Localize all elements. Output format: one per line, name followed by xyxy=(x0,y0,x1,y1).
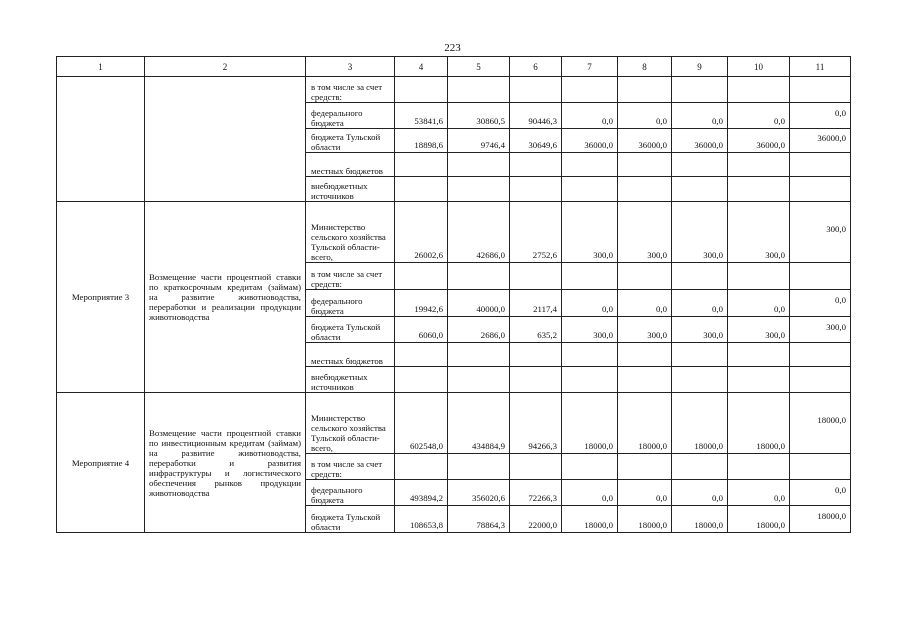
value-cell: 300,0 xyxy=(562,202,618,263)
value-cell xyxy=(790,77,851,103)
value-cell xyxy=(728,263,790,290)
value-cell: 635,2 xyxy=(510,317,562,343)
value-cell xyxy=(618,367,672,393)
column-number-1: 1 xyxy=(57,57,145,77)
value-cell: 0,0 xyxy=(562,290,618,317)
value-cell xyxy=(510,77,562,103)
table-row xyxy=(57,202,851,263)
value-cell xyxy=(510,454,562,480)
value-cell: 300,0 xyxy=(562,317,618,343)
value-cell: 300,0 xyxy=(618,202,672,263)
value-cell xyxy=(395,263,448,290)
value-cell: 9746,4 xyxy=(448,129,510,153)
value-cell xyxy=(790,343,851,367)
value-cell xyxy=(790,153,851,177)
value-cell: 18898,6 xyxy=(395,129,448,153)
value-cell: 19942,6 xyxy=(395,290,448,317)
column-number-3: 3 xyxy=(306,57,395,77)
value-cell xyxy=(728,367,790,393)
value-cell xyxy=(618,343,672,367)
value-cell xyxy=(395,367,448,393)
funding-source: внебюджетных источников xyxy=(306,367,395,393)
value-cell: 493894,2 xyxy=(395,480,448,506)
budget-table xyxy=(56,56,851,533)
value-cell: 36000,0 xyxy=(562,129,618,153)
value-cell xyxy=(562,177,618,202)
measure-description: Возмещение части процентной ставки по краткосрочным кредитам (займам) на развитие животноводства, переработки и реализации продукции животноводства xyxy=(145,202,306,393)
value-cell xyxy=(728,153,790,177)
value-cell xyxy=(618,153,672,177)
value-cell: 300,0 xyxy=(728,202,790,263)
value-cell xyxy=(672,263,728,290)
value-cell: 18000,0 xyxy=(562,506,618,533)
column-number-4: 4 xyxy=(395,57,448,77)
value-cell: 22000,0 xyxy=(510,506,562,533)
value-cell: 18000,0 xyxy=(618,393,672,454)
funding-source: в том числе за счет средств: xyxy=(306,263,395,290)
value-cell: 90446,3 xyxy=(510,103,562,129)
value-cell: 0,0 xyxy=(618,480,672,506)
value-cell: 18000,0 xyxy=(672,506,728,533)
value-cell: 72266,3 xyxy=(510,480,562,506)
value-cell xyxy=(672,77,728,103)
column-number-9: 9 xyxy=(672,57,728,77)
value-cell: 300,0 xyxy=(618,317,672,343)
funding-source: федерального бюджета xyxy=(306,480,395,506)
page-number: 223 xyxy=(444,42,461,54)
value-cell: 0,0 xyxy=(562,480,618,506)
value-cell: 0,0 xyxy=(672,290,728,317)
funding-source: местных бюджетов xyxy=(306,153,395,177)
value-cell: 356020,6 xyxy=(448,480,510,506)
value-cell: 30860,5 xyxy=(448,103,510,129)
value-cell: 30649,6 xyxy=(510,129,562,153)
column-number-row xyxy=(57,57,851,77)
value-cell xyxy=(562,367,618,393)
value-cell xyxy=(395,77,448,103)
funding-source: федерального бюджета xyxy=(306,290,395,317)
value-cell xyxy=(562,77,618,103)
value-cell xyxy=(728,343,790,367)
column-number-7: 7 xyxy=(562,57,618,77)
value-cell xyxy=(562,263,618,290)
value-cell: 300,0 xyxy=(790,317,851,343)
value-cell: 18000,0 xyxy=(672,393,728,454)
measure-title: Мероприятие 4 xyxy=(57,393,145,533)
value-cell: 0,0 xyxy=(790,103,851,129)
value-cell xyxy=(448,367,510,393)
value-cell: 602548,0 xyxy=(395,393,448,454)
value-cell xyxy=(618,177,672,202)
value-cell xyxy=(510,153,562,177)
value-cell: 0,0 xyxy=(618,103,672,129)
value-cell: 434884,9 xyxy=(448,393,510,454)
column-number-6: 6 xyxy=(510,57,562,77)
value-cell: 0,0 xyxy=(672,480,728,506)
value-cell: 6060,0 xyxy=(395,317,448,343)
table-row xyxy=(57,77,851,103)
funding-source: бюджета Тульской области xyxy=(306,317,395,343)
value-cell: 18000,0 xyxy=(562,393,618,454)
value-cell: 42686,0 xyxy=(448,202,510,263)
measure-description-cell xyxy=(145,77,306,202)
value-cell xyxy=(395,153,448,177)
value-cell: 300,0 xyxy=(728,317,790,343)
value-cell: 18000,0 xyxy=(728,506,790,533)
column-number-5: 5 xyxy=(448,57,510,77)
column-number-8: 8 xyxy=(618,57,672,77)
value-cell xyxy=(728,177,790,202)
value-cell: 0,0 xyxy=(672,103,728,129)
value-cell xyxy=(618,77,672,103)
funding-source: федерального бюджета xyxy=(306,103,395,129)
value-cell xyxy=(728,77,790,103)
value-cell: 0,0 xyxy=(728,290,790,317)
value-cell: 2117,4 xyxy=(510,290,562,317)
value-cell: 40000,0 xyxy=(448,290,510,317)
value-cell: 53841,6 xyxy=(395,103,448,129)
value-cell xyxy=(395,454,448,480)
measure-description: Возмещение части процентной ставки по инвестиционным кредитам (займам) на развитие животноводства, переработки и развития инфраструктуры и логистического обеспечения рынков продукции животноводства xyxy=(145,393,306,533)
value-cell: 36000,0 xyxy=(618,129,672,153)
value-cell: 78864,3 xyxy=(448,506,510,533)
value-cell xyxy=(448,343,510,367)
value-cell xyxy=(448,263,510,290)
value-cell: 108653,8 xyxy=(395,506,448,533)
value-cell xyxy=(448,177,510,202)
value-cell: 26002,6 xyxy=(395,202,448,263)
funding-source: внебюджетных источников xyxy=(306,177,395,202)
value-cell xyxy=(672,454,728,480)
value-cell: 18000,0 xyxy=(790,393,851,454)
value-cell xyxy=(510,367,562,393)
value-cell xyxy=(510,263,562,290)
value-cell xyxy=(790,263,851,290)
value-cell xyxy=(395,343,448,367)
value-cell: 36000,0 xyxy=(790,129,851,153)
column-number-10: 10 xyxy=(728,57,790,77)
value-cell xyxy=(510,343,562,367)
column-number-2: 2 xyxy=(145,57,306,77)
value-cell xyxy=(448,454,510,480)
value-cell: 36000,0 xyxy=(728,129,790,153)
value-cell xyxy=(510,177,562,202)
value-cell xyxy=(790,454,851,480)
value-cell xyxy=(448,153,510,177)
value-cell: 300,0 xyxy=(672,202,728,263)
value-cell: 18000,0 xyxy=(728,393,790,454)
value-cell: 300,0 xyxy=(672,317,728,343)
value-cell: 0,0 xyxy=(728,103,790,129)
value-cell xyxy=(618,263,672,290)
value-cell xyxy=(618,454,672,480)
value-cell: 300,0 xyxy=(790,202,851,263)
value-cell xyxy=(562,343,618,367)
value-cell: 0,0 xyxy=(562,103,618,129)
funding-source: бюджета Тульской области xyxy=(306,129,395,153)
value-cell xyxy=(790,177,851,202)
value-cell xyxy=(672,343,728,367)
funding-source: в том числе за счет средств: xyxy=(306,454,395,480)
column-number-11: 11 xyxy=(790,57,851,77)
value-cell: 0,0 xyxy=(790,290,851,317)
measure-title-cell xyxy=(57,77,145,202)
value-cell xyxy=(790,367,851,393)
funding-source: бюджета Тульской области xyxy=(306,506,395,533)
value-cell: 18000,0 xyxy=(790,506,851,533)
value-cell xyxy=(448,77,510,103)
value-cell: 0,0 xyxy=(728,480,790,506)
funding-source: Министерство сельского хозяйства Тульской области-всего, xyxy=(306,393,395,454)
value-cell xyxy=(562,454,618,480)
funding-source: в том числе за счет средств: xyxy=(306,77,395,103)
table-row xyxy=(57,393,851,454)
value-cell xyxy=(395,177,448,202)
value-cell: 18000,0 xyxy=(618,506,672,533)
value-cell: 2752,6 xyxy=(510,202,562,263)
funding-source: местных бюджетов xyxy=(306,343,395,367)
value-cell: 94266,3 xyxy=(510,393,562,454)
value-cell xyxy=(728,454,790,480)
value-cell: 36000,0 xyxy=(672,129,728,153)
measure-title: Мероприятие 3 xyxy=(57,202,145,393)
value-cell xyxy=(672,153,728,177)
funding-source: Министерство сельского хозяйства Тульской области-всего, xyxy=(306,202,395,263)
value-cell: 0,0 xyxy=(618,290,672,317)
value-cell xyxy=(562,153,618,177)
value-cell: 0,0 xyxy=(790,480,851,506)
value-cell xyxy=(672,367,728,393)
value-cell: 2686,0 xyxy=(448,317,510,343)
value-cell xyxy=(672,177,728,202)
